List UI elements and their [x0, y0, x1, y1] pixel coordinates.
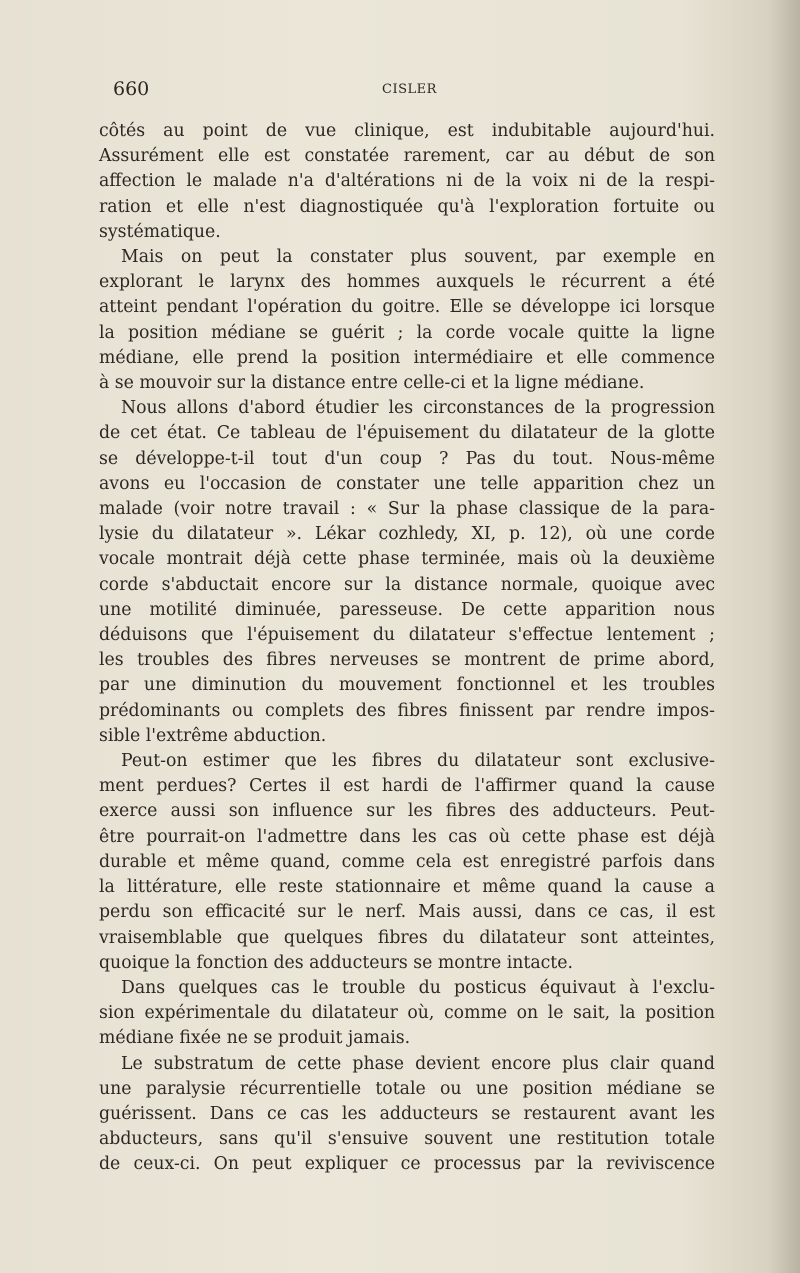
text-line: la position médiane se guérit ; la corde vocale quitte la ligne [99, 322, 715, 343]
text-line: sible l'extrême abduction. [99, 725, 327, 746]
text-line: perdu son efficacité sur le nerf. Mais aussi, dans ce cas, il est [99, 902, 715, 923]
text-line: être pourrait-on l'admettre dans les cas où cette phase est déjà [99, 826, 715, 847]
text-line: une motilité diminuée, paresseuse. De cette apparition nous [99, 599, 715, 620]
page-number: 660 [113, 78, 150, 100]
text-line-indented: Peut-on estimer que les fibres du dilatateur sont exclusive- [121, 751, 715, 772]
text-line: vocale montrait déjà cette phase terminée, mais où la deuxième [99, 549, 715, 570]
text-line: exerce aussi son influence sur les fibres des adducteurs. Peut- [99, 801, 715, 822]
running-title: CISLER [382, 82, 437, 97]
text-line-indented: Le substratum de cette phase devient encore plus clair quand [121, 1053, 715, 1074]
text-line: sion expérimentale du dilatateur où, comme on le sait, la position [99, 1003, 715, 1024]
text-line: explorant le larynx des hommes auxquels le récurrent a été [99, 272, 715, 293]
text-line: de ceux-ci. On peut expliquer ce processus par la reviviscence [99, 1154, 715, 1175]
text-line: prédominants ou complets des fibres finissent par rendre impos- [99, 700, 715, 721]
text-line-indented: Dans quelques cas le trouble du posticus équivaut à l'exclu- [121, 977, 715, 998]
text-line: les troubles des fibres nerveuses se montrent de prime abord, [99, 650, 715, 671]
text-line: se développe-t-il tout d'un coup ? Pas du tout. Nous-même [99, 448, 715, 469]
text-line: avons eu l'occasion de constater une telle apparition chez un [99, 473, 715, 494]
page-header [0, 78, 800, 102]
text-line: de cet état. Ce tableau de l'épuisement du dilatateur de la glotte [99, 423, 715, 444]
text-line-indented: Mais on peut la constater plus souvent, par exemple en [121, 247, 715, 268]
text-line: médiane, elle prend la position intermédiaire et elle commence [99, 347, 715, 368]
text-line: affection le malade n'a d'altérations ni de la voix ni de la respi- [99, 171, 715, 192]
text-line: malade (voir notre travail : « Sur la phase classique de la para- [99, 499, 715, 520]
text-line: médiane fixée ne se produit jamais. [99, 1028, 411, 1049]
text-line: ment perdues? Certes il est hardi de l'affirmer quand la cause [99, 776, 715, 797]
text-line: Assurément elle est constatée rarement, car au début de son [99, 146, 715, 167]
text-line: par une diminution du mouvement fonctionnel et les troubles [99, 675, 715, 696]
text-line: déduisons que l'épuisement du dilatateur s'effectue lentement ; [99, 625, 715, 646]
text-line: la littérature, elle reste stationnaire et même quand la cause a [99, 877, 715, 898]
text-line: abducteurs, sans qu'il s'ensuive souvent une restitution totale [99, 1129, 715, 1150]
text-line: à se mouvoir sur la distance entre celle-ci et la ligne médiane. [99, 373, 645, 394]
text-line: lysie du dilatateur ». Lékar cozhledy, XI, p. 12), où une corde [99, 524, 715, 545]
text-line-indented: Nous allons d'abord étudier les circonstances de la progression [121, 398, 715, 419]
text-line: côtés au point de vue clinique, est indubitable aujourd'hui. [99, 121, 715, 141]
text-line: une paralysie récurrentielle totale ou une position médiane se [99, 1078, 715, 1099]
text-line: durable et même quand, comme cela est enregistré parfois dans [99, 851, 715, 872]
text-line: vraisemblable que quelques fibres du dilatateur sont atteintes, [99, 927, 715, 948]
text-line: systématique. [99, 221, 221, 242]
body-text [99, 119, 715, 1178]
text-line: corde s'abductait encore sur la distance normale, quoique avec [99, 574, 715, 595]
text-line: ration et elle n'est diagnostiquée qu'à l'exploration fortuite ou [99, 196, 715, 217]
text-line: atteint pendant l'opération du goitre. Elle se développe ici lorsque [99, 297, 715, 318]
text-line: guérissent. Dans ce cas les adducteurs se restaurent avant les [99, 1103, 715, 1124]
text-line: quoique la fonction des adducteurs se montre intacte. [99, 952, 573, 973]
